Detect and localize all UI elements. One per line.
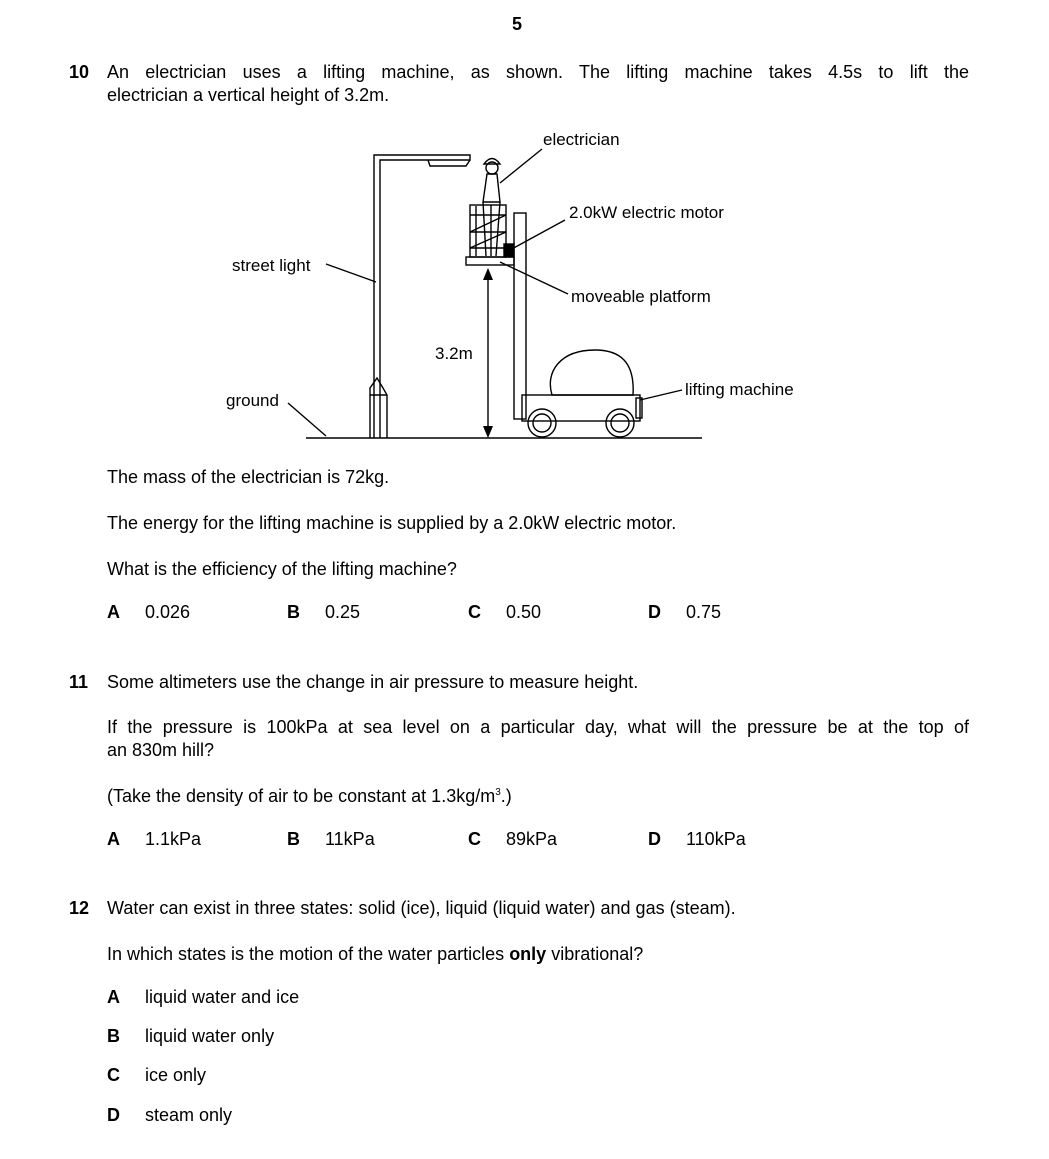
motor-drawing — [504, 244, 514, 257]
lifting-machine-diagram — [0, 0, 1049, 460]
q11-option-c-letter: C — [468, 829, 481, 849]
cage-drawing — [470, 205, 506, 257]
lifting-machine-drawing — [522, 350, 642, 437]
q11-stem: Some altimeters use the change in air pressure to measure height. — [107, 672, 639, 692]
q12-question — [107, 945, 643, 963]
q11-line2b: an 830m hill? — [107, 740, 215, 760]
street-light-drawing — [370, 155, 470, 438]
q11-option-a-text: 1.1kPa — [145, 829, 202, 849]
q10-stem-line2: electrician a vertical height of 3.2m. — [107, 85, 390, 105]
leader-platform — [500, 262, 568, 294]
platform-drawing — [466, 257, 514, 265]
q12-number: 12 — [69, 898, 90, 918]
q10-option-c-text: 0.50 — [506, 602, 542, 622]
label-height: 3.2m — [435, 344, 473, 363]
label-machine: lifting machine — [685, 380, 794, 399]
leader-street-light — [326, 264, 376, 282]
q10-option-d-text: 0.75 — [686, 602, 722, 622]
q12-option-b-text: liquid water only — [145, 1026, 275, 1046]
label-motor: 2.0kW electric motor — [569, 203, 724, 222]
q10-stem-line1: An electrician uses a lifting machine, as shown. The lifting machine takes 4.5s to lift the — [107, 62, 969, 82]
q10-question: What is the efficiency of the lifting machine? — [107, 559, 457, 579]
q10-mass-text: The mass of the electrician is 72kg. — [107, 467, 390, 487]
q12-option-b-letter: B — [107, 1026, 120, 1046]
leader-ground — [288, 403, 326, 436]
q12-question-before: In which states is the motion of the water particles — [107, 944, 510, 964]
label-electrician: electrician — [543, 130, 620, 149]
q12-question-bold: only — [509, 944, 547, 964]
q11-density-note — [107, 787, 512, 805]
page-number: 5 — [512, 14, 523, 34]
q12-option-a-text: liquid water and ice — [145, 987, 300, 1007]
q10-option-b-letter: B — [287, 602, 300, 622]
q11-option-c-text: 89kPa — [506, 829, 558, 849]
q12-option-c-letter: C — [107, 1065, 120, 1085]
leader-machine — [640, 390, 682, 400]
leader-motor — [510, 220, 565, 250]
q10-option-b-text: 0.25 — [325, 602, 361, 622]
q12-option-d-text: steam only — [145, 1105, 233, 1125]
q11-density-after: .) — [500, 786, 512, 806]
q10-energy-text: The energy for the lifting machine is supplied by a 2.0kW electric motor. — [107, 513, 677, 533]
q12-stem: Water can exist in three states: solid (ice), liquid (liquid water) and gas (steam). — [107, 898, 736, 918]
label-street-light: street light — [232, 256, 311, 275]
q11-option-b-letter: B — [287, 829, 300, 849]
q12-option-a-letter: A — [107, 987, 120, 1007]
label-ground: ground — [226, 391, 279, 410]
arrow-head-up — [483, 268, 493, 280]
q12-option-d-letter: D — [107, 1105, 120, 1125]
q12-option-c-text: ice only — [145, 1065, 207, 1085]
q11-density-before: (Take the density of air to be constant at 1.3kg/m — [107, 786, 496, 806]
q11-option-d-text: 110kPa — [686, 829, 746, 849]
q12-question-after: vibrational? — [546, 944, 644, 964]
q10-option-a-text: 0.026 — [145, 602, 191, 622]
q10-number: 10 — [69, 62, 90, 82]
q11-option-a-letter: A — [107, 829, 120, 849]
q11-option-d-letter: D — [648, 829, 661, 849]
q11-number: 11 — [69, 672, 89, 692]
q10-option-a-letter: A — [107, 602, 120, 622]
label-platform: moveable platform — [571, 287, 711, 306]
q10-option-d-letter: D — [648, 602, 661, 622]
q10-option-c-letter: C — [468, 602, 481, 622]
q11-option-b-text: 11kPa — [325, 829, 375, 849]
q11-line2a: If the pressure is 100kPa at sea level on a particular day, what will the pressure be at the top of — [107, 717, 969, 737]
q11-density-sup: 3 — [495, 787, 501, 798]
leader-electrician — [500, 149, 542, 183]
arrow-head-down — [483, 426, 493, 438]
